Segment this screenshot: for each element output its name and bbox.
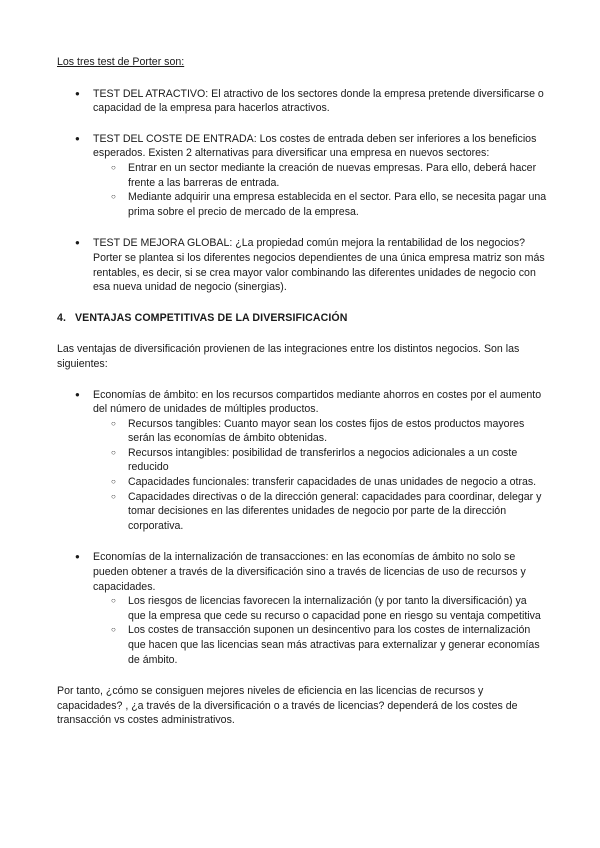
entry-alternative-text: Entrar en un sector mediante la creación de nuevas empresas. Para ello, deberá hacer frente a las barreras de entrada. <box>128 161 537 189</box>
list-item <box>57 87 547 116</box>
section-heading <box>57 311 547 326</box>
scope-source-text: Capacidades directivas o de la dirección general: capacidades para coordinar, delegar y tomar decisiones en las diferentes unidades de negocio por parte de la dirección corporativa. <box>128 490 542 532</box>
intro-heading: Los tres test de Porter son: <box>57 56 185 68</box>
section-intro: Las ventajas de diversificación provienen de las integraciones entre los distintos negocios. Son las siguientes: <box>57 343 520 370</box>
conclusion-paragraph: Por tanto, ¿cómo se consiguen mejores niveles de eficiencia en las licencias de recursos y capacidades? , ¿a través de la diversificación o a través de licencias? dependerá de los costes de transacción vs costes administrativos. <box>57 685 518 727</box>
list-item <box>93 475 547 490</box>
list-item <box>57 236 547 294</box>
test-entry-cost-text: TEST DEL COSTE DE ENTRADA: Los costes de entrada deben ser inferiores a los beneficios esperados. Existen 2 alternativas para diversificar una empresa en nuevos sectores: <box>93 132 537 160</box>
advantage-scope-text: Economías de ámbito: en los recursos compartidos mediante ahorros en costes por el aumento del número de unidades de múltiples productos. <box>93 388 542 416</box>
scope-source-text: Recursos intangibles: posibilidad de transferirlos a negocios adicionales a un coste reducido <box>128 446 518 474</box>
list-item <box>93 190 547 219</box>
list-item <box>57 550 547 667</box>
section-number: 4. <box>57 311 67 324</box>
test-global-improvement-text: TEST DE MEJORA GLOBAL: ¿La propiedad común mejora la rentabilidad de los negocios? Porter se plantea si los diferentes negocios dependientes de una única empresa matriz son más rentables, es decir, si se crea mayor valor combinando las diferentes unidades de negocio con esa nueva unidad de negocio (sinergias). <box>93 237 545 294</box>
internalization-points-list <box>57 594 547 667</box>
advantages-list <box>57 388 547 668</box>
document-page <box>57 55 547 728</box>
list-item <box>93 623 547 667</box>
scope-sources-list <box>57 417 547 534</box>
internalization-point-text: Los riesgos de licencias favorecen la internalización (y por tanto la diversificación) ya que la empresa que cede su recurso o capacidad pone en riesgo su ventaja competitiva <box>128 595 541 622</box>
list-item <box>93 594 547 623</box>
entry-alternative-text: Mediante adquirir una empresa establecida en el sector. Para ello, se necesita pagar una prima sobre el precio de mercado de la empresa. <box>128 191 547 218</box>
scope-source-text: Recursos tangibles: Cuanto mayor sean los costes fijos de estos productos mayores serán las economías de ámbito obtenidas. <box>128 417 525 445</box>
list-item <box>57 132 547 220</box>
list-item <box>93 446 547 475</box>
internalization-point-text: Los costes de transacción suponen un desincentivo para los costes de internalización que hacen que las licencias sean más atractivas para externalizar y generar economías de ámbito. <box>128 624 540 666</box>
list-item <box>57 388 547 534</box>
advantage-internalization-text: Economías de la internalización de transacciones: en las economías de ámbito no solo se pueden obtener a través de la diversificación sino a través de licencias de uso de recursos y capacidades. <box>93 551 526 593</box>
test-attractiveness-text: TEST DEL ATRACTIVO: El atractivo de los sectores donde la empresa pretende diversificarse o capacidad de la empresa para hacerlos atractivos. <box>93 87 544 115</box>
list-item <box>93 490 547 534</box>
entry-alternatives-list <box>57 161 547 219</box>
porter-tests-list <box>57 87 547 295</box>
scope-source-text: Capacidades funcionales: transferir capacidades de unas unidades de negocio a otras. <box>128 476 537 489</box>
list-item <box>93 417 547 446</box>
section-title: VENTAJAS COMPETITIVAS DE LA DIVERSIFICACIÓN <box>75 311 348 324</box>
list-item <box>93 161 547 190</box>
